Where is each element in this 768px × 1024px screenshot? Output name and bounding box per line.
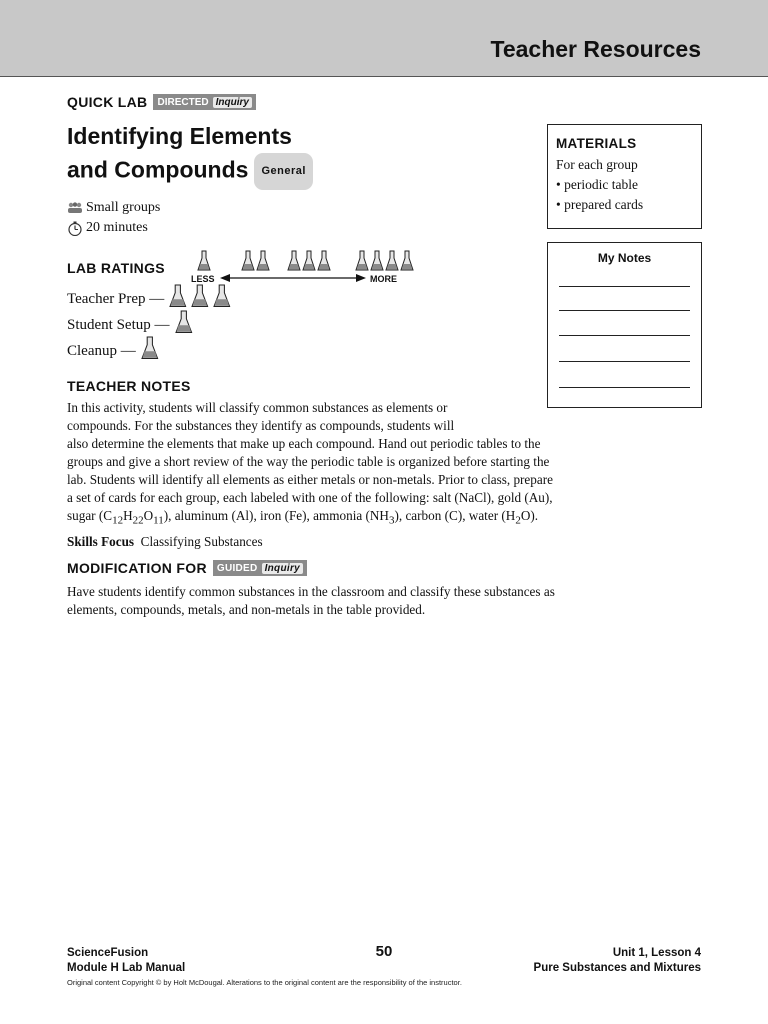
rating-flask-group [174, 310, 196, 334]
quick-lab-label [67, 94, 256, 110]
teacher-notes-line: groups and give a short review of the way the periodic table is organized before starting the [67, 454, 550, 469]
guided-badge-word: GUIDED [216, 562, 258, 574]
teacher-notes-line: compounds. For the substances they identify as compounds, students will [67, 418, 455, 433]
inquiry-badge-word: Inquiry [262, 563, 303, 574]
notes-line[interactable] [559, 286, 690, 287]
footer-manual: Module H Lab Manual [67, 962, 186, 974]
lab-title-line1: Identifying Elements [67, 123, 292, 149]
formula-text: ), carbon (C), water (H [394, 508, 516, 523]
lab-ratings-scale [190, 248, 420, 286]
formula-text: O [143, 508, 154, 523]
subscript: 22 [132, 514, 144, 527]
group-icon [67, 202, 83, 214]
general-level-badge: General [254, 153, 312, 190]
footer-unit: Unit 1, Lesson 4 [612, 947, 701, 959]
notes-line[interactable] [559, 387, 690, 388]
quick-lab-text: QUICK LAB [67, 94, 148, 110]
formula-text: O). [520, 508, 539, 523]
modification-line: elements, compounds, metals, and non-metals in the table provided. [67, 602, 426, 617]
flask-icon [170, 285, 186, 306]
skills-focus-label: Skills Focus [67, 533, 135, 549]
rating-flask-group [168, 284, 234, 308]
footer-lesson: Pure Substances and Mixtures [533, 962, 701, 974]
formula-text: ), aluminum (Al), iron (Fe), ammonia (NH [163, 508, 389, 523]
formula-text: H [123, 508, 133, 523]
rating-flasks [168, 284, 234, 308]
rating-label: Teacher Prep — [67, 291, 165, 307]
modification-line: Have students identify common substances in the classroom and classify these substances as [67, 584, 555, 599]
footer-right [534, 946, 701, 976]
modification-heading [67, 560, 307, 576]
materials-item: • periodic table [556, 177, 638, 192]
rating-flasks [140, 336, 162, 360]
teacher-notes-line: a set of cards for each group, each labeled with one of the following: salt (NaCl), gold (Au), [67, 490, 553, 505]
rating-flasks [174, 310, 196, 334]
notes-line[interactable] [559, 310, 690, 311]
subscript: 2 [515, 514, 521, 527]
inquiry-badge-word: Inquiry [213, 97, 252, 108]
scale-more-label: MORE [370, 274, 397, 284]
grouping-meta [67, 200, 160, 216]
teacher-notes-body [67, 399, 627, 551]
teacher-notes-line: lab. Students will identify all elements as either metals or non-metals. Prior to class, prepare [67, 472, 553, 487]
modification-body [67, 583, 627, 619]
header-band [0, 0, 768, 77]
notes-line[interactable] [559, 335, 690, 336]
my-notes-box [547, 242, 702, 408]
teacher-notes-line: In this activity, students will classify common substances as elements or [67, 400, 448, 415]
lab-title-line2: and Compounds [67, 156, 249, 183]
rating-cleanup [67, 336, 162, 360]
subscript: 12 [112, 514, 124, 527]
lab-ratings-heading: LAB RATINGS [67, 260, 165, 276]
flask-icon [176, 311, 192, 332]
skills-focus [67, 533, 627, 551]
rating-label: Cleanup — [67, 343, 136, 359]
stopwatch-icon [67, 221, 83, 236]
teacher-notes-line-formulas [67, 507, 627, 530]
grouping-text: Small groups [86, 200, 161, 215]
footer-program: ScienceFusion [67, 947, 149, 959]
flask-icon [192, 285, 208, 306]
materials-heading: MATERIALS [556, 136, 637, 151]
rating-label: Student Setup — [67, 317, 170, 333]
guided-inquiry-badge [213, 560, 307, 576]
rating-student-setup [67, 310, 196, 334]
teacher-notes-line: also determine the elements that make up each compound. Hand out periodic tables to the [67, 436, 541, 451]
subscript: 11 [153, 514, 164, 527]
scale-less-label: LESS [191, 274, 215, 284]
my-notes-heading: My Notes [597, 251, 652, 265]
time-text: 20 minutes [86, 220, 148, 235]
subscript: 3 [388, 514, 395, 527]
copyright-notice: Original content Copyright © by Holt McDougal. Alterations to the original content are the responsibility of the instructor. [67, 978, 462, 987]
page-number: 50 [375, 943, 393, 960]
lab-title [67, 120, 313, 190]
directed-badge-word: DIRECTED [157, 96, 209, 108]
materials-item: • prepared cards [556, 197, 644, 212]
materials-box [547, 124, 702, 229]
page-header-title: Teacher Resources [490, 36, 701, 62]
skills-focus-value: Classifying Substances [140, 533, 263, 549]
notes-line[interactable] [559, 361, 690, 362]
formula-text: sugar (C [67, 508, 113, 523]
flask-icon [142, 337, 158, 358]
rating-flask-group [140, 336, 162, 360]
modification-heading-text: MODIFICATION FOR [67, 560, 207, 576]
flask-icon [214, 285, 230, 306]
directed-inquiry-badge [153, 94, 255, 110]
teacher-notes-heading: TEACHER NOTES [67, 378, 191, 394]
time-meta [67, 220, 148, 236]
materials-intro: For each group [556, 157, 638, 172]
rating-teacher-prep [67, 284, 234, 308]
